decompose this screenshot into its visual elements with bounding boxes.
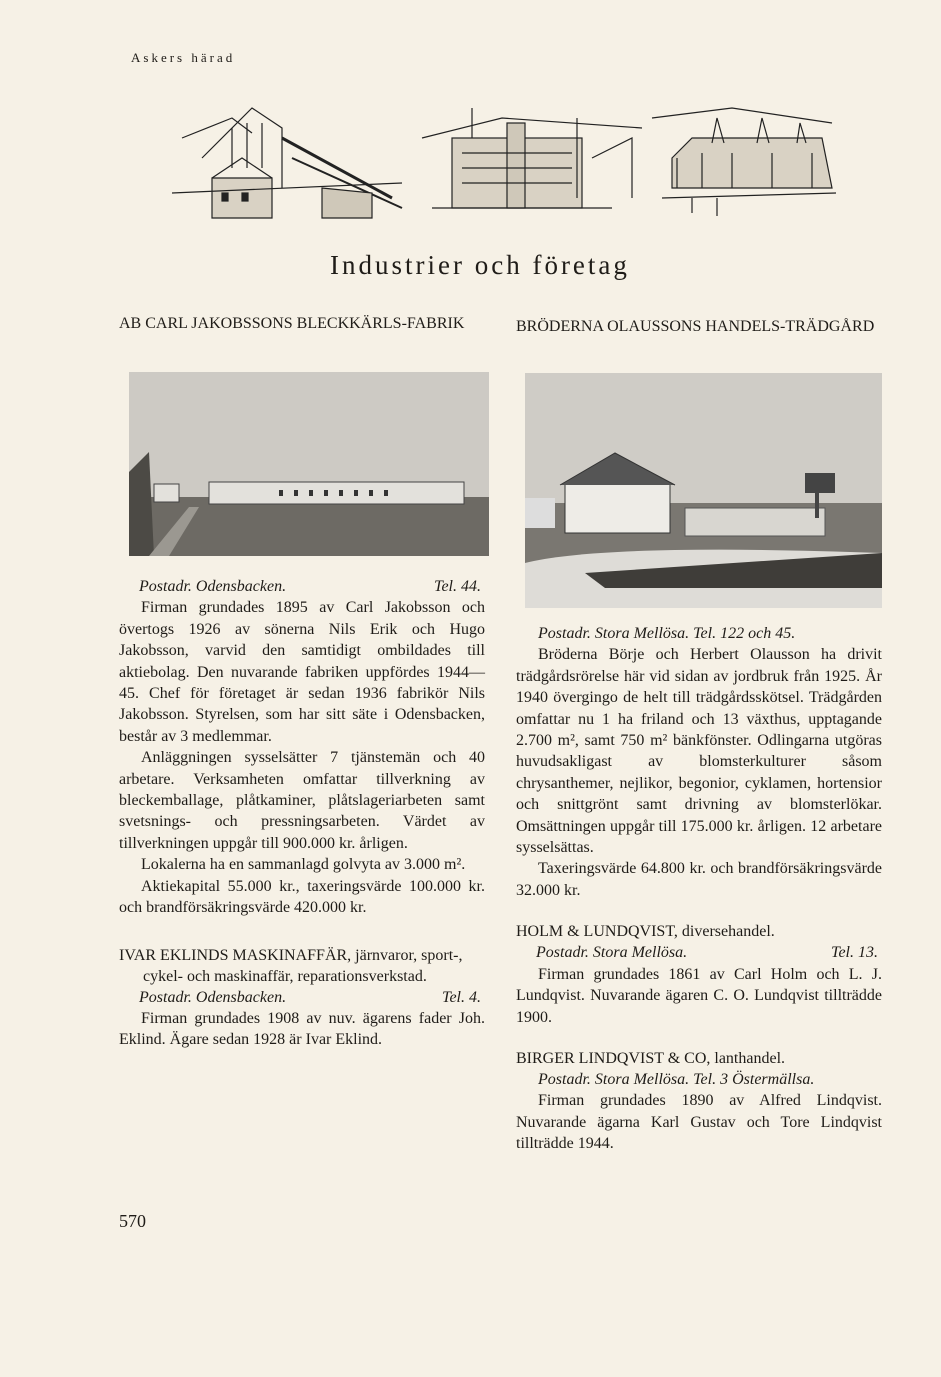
paragraph: Taxeringsvärde 64.800 kr. och brandförsäkringsvärde 32.000 kr. [516, 860, 882, 899]
paragraph: Firman grundades 1908 av nuv. ägarens fader Joh. Eklind. Ägare sedan 1928 är Ivar Eklind. [119, 1009, 485, 1049]
left-column-text [119, 576, 485, 1051]
postal-address: Postadr. Stora Mellösa. [536, 944, 688, 962]
postal-address-row [516, 623, 882, 644]
postal-address: Postadr. Stora Mellösa. Tel. 122 och 45. [538, 625, 796, 642]
paragraph: Bröderna Börje och Herbert Olausson ha drivit trädgårdsrörelse här vid sidan av jordbruk från 1925. År 1940 övergingo de helt till trädgårdsskötsel. Trädgården omfattar nu 1 ha friland och 13 växthus, upptagande 2.700 m², samt 750 m² bänkfönster. Odlingarna utgöras huvudsakligast av blomsterkulturer såsom chrysanthemer, nejlikor, begonior, cyklamen, hortensior och snittgrönt samt drivning av blomsterlökar. Omsättningen uppgår till 175.000 kr. årligen. 12 arbetare sysselsättas. [516, 646, 882, 857]
postal-address: Postadr. Stora Mellösa. Tel. 3 Östermällsa. [538, 1070, 815, 1088]
telephone: Tel. 13. [831, 944, 878, 962]
running-header: Askers härad [131, 50, 236, 65]
right-column [516, 316, 882, 337]
postal-address: Postadr. Odensbacken. [139, 988, 287, 1006]
left-column [119, 313, 485, 334]
paragraph: Firman grundades 1890 av Alfred Lindqvist. Nuvarande ägarna Karl Gustav och Tore Lindqvist tillträdde 1944. [516, 1092, 882, 1153]
postal-address-row [516, 1069, 882, 1090]
paragraph: Firman grundades 1861 av Carl Holm och L. J. Lundqvist. Nuvarande ägaren C. O. Lundqvist tillträdde 1900. [516, 965, 882, 1026]
paragraph: Aktiekapital 55.000 kr., taxeringsvärde 100.000 kr. och brandförsäkringsvärde 420.000 kr. [119, 877, 485, 917]
postal-address-row [119, 987, 485, 1008]
paragraph: Firman grundades 1895 av Carl Jakobsson och övertogs 1926 av sönerna Nils Erik och Hugo Jakobsson, varvid den samtidigt ombildades till aktiebolag. Den nuvarande fabriken uppfördes 1944—45. Chef för företaget är sedan 1936 fabrikör Nils Jakobsson. Styrelsen, som har sitt säte i Odensbacken, består av 3 medlemmar. [119, 599, 485, 745]
telephone: Tel. 4. [442, 988, 481, 1006]
right-column-text [516, 623, 882, 1155]
factory-photo [129, 372, 489, 556]
section-title: Industrier och företag [330, 250, 630, 280]
company-heading: IVAR EKLINDS MASKINAFFÄR, järnvaror, sport-, cykel- och maskinaffär, reparationsverkstad. [119, 946, 463, 985]
company-heading: HOLM & LUNDQVIST, diversehandel. [516, 923, 775, 941]
postal-address: Postadr. Odensbacken. [139, 578, 287, 595]
telephone: Tel. 44. [434, 578, 481, 595]
company-heading: BRÖDERNA OLAUSSONS HANDELS-TRÄDGÅRD [516, 318, 875, 335]
page-number: 570 [119, 1211, 146, 1231]
paragraph: Anläggningen sysselsätter 7 tjänstemän och 40 arbetare. Verksamheten omfattar tillverkning av bleckemballage, plåtkaminer, plåtslageriarbeten samt svetsnings- och pressningsarbeten. Värdet av tillverkningen uppgår till 900.000 kr. årligen. [119, 749, 485, 852]
nursery-photo [525, 373, 882, 608]
company-heading: AB CARL JAKOBSSONS BLECKKÄRLS-FABRIK [119, 315, 465, 332]
postal-address-row [516, 942, 882, 963]
industry-banner-illustration [172, 98, 836, 230]
company-heading: BIRGER LINDQVIST & CO, lanthandel. [516, 1049, 786, 1067]
paragraph: Lokalerna ha en sammanlagd golvyta av 3.000 m². [141, 856, 466, 874]
postal-address-row [119, 576, 485, 597]
